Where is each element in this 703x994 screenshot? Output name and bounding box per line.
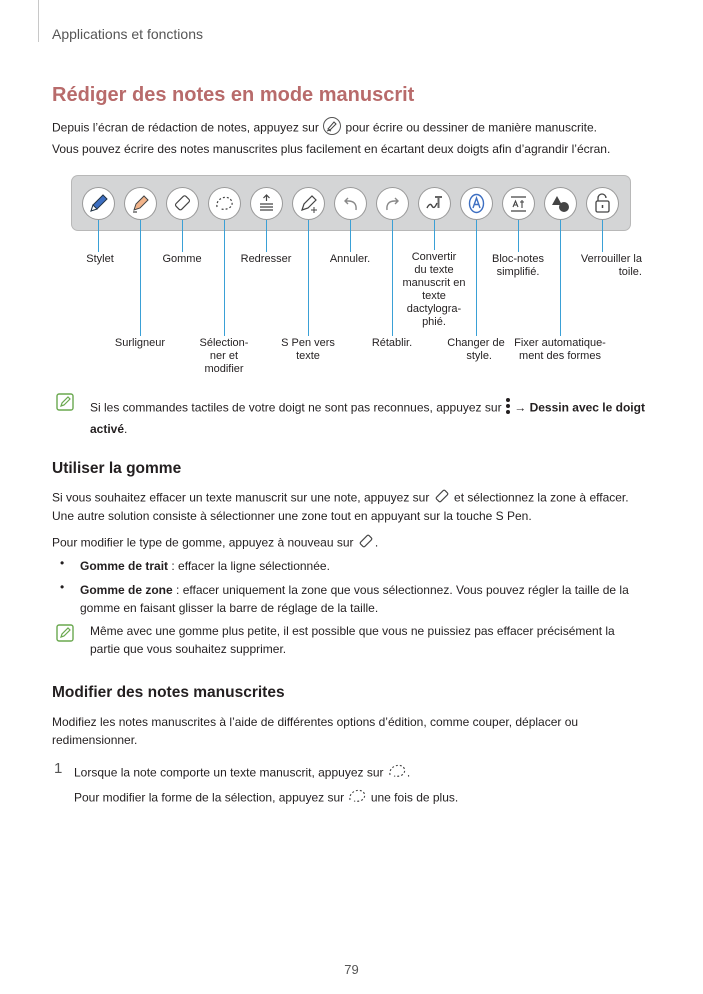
- label-surligneur: Surligneur: [114, 337, 166, 349]
- step-1-text: Lorsque la note comporte un texte manuscrit, appuyez sur .: [74, 762, 410, 785]
- eraser-heading: Utiliser la gomme: [52, 460, 182, 477]
- label-annuler: Annuler.: [329, 253, 371, 265]
- eraser-p1-line2: Une autre solution consiste à sélectionner une zone tout en appuyant sur la touche S Pen.: [52, 509, 532, 523]
- label-changer-style: Changer de style.: [447, 337, 505, 362]
- bullet-marker: •: [60, 580, 65, 594]
- lasso-select-icon: [387, 762, 407, 785]
- section-header: Applications et fonctions: [52, 26, 203, 42]
- intro-line-2: Vous pouvez écrire des notes manuscrites plus facilement en écartant deux doigts afin d’agrandir l’écran.: [52, 142, 611, 156]
- leader-line: [392, 220, 393, 336]
- intro-line-1: Depuis l’écran de rédaction de notes, appuyez sur pour écrire ou dessiner de manière manuscrite.: [52, 116, 597, 141]
- change-style-icon: [461, 188, 492, 219]
- note-icon: [56, 393, 74, 411]
- lasso-select-icon: [347, 787, 367, 810]
- auto-shape-icon: [545, 188, 576, 219]
- straighten-icon: [251, 188, 282, 219]
- label-gomme: Gomme: [162, 253, 202, 265]
- margin-rule: [38, 0, 39, 42]
- leader-line: [98, 220, 99, 252]
- label-selection: Sélection- ner et modifier: [199, 337, 249, 375]
- eraser-icon: [167, 188, 198, 219]
- label-stylet: Stylet: [86, 253, 114, 265]
- page-number: 79: [344, 962, 359, 977]
- leader-line: [434, 220, 435, 250]
- note-icon: [56, 624, 74, 642]
- page-title: Rédiger des notes en mode manuscrit: [52, 84, 415, 106]
- leader-line: [350, 220, 351, 252]
- eraser-p2: Pour modifier le type de gomme, appuyez à nouveau sur .: [52, 532, 378, 555]
- label-convertir: Convertir du texte manuscrit en texte dactylogra- phié.: [402, 251, 466, 328]
- leader-line: [182, 220, 183, 252]
- convert-to-text-icon: [419, 188, 450, 219]
- step-1-followup: Pour modifier la forme de la sélection, appuyez sur une fois de plus.: [74, 787, 458, 810]
- eraser-p1: Si vous souhaitez effacer un texte manuscrit sur une note, appuyez sur et sélectionnez la zone à effacer.: [52, 487, 629, 510]
- leader-line: [518, 220, 519, 252]
- label-fixer: Fixer automatique- ment des formes: [514, 337, 606, 362]
- handwriting-mode-icon: [322, 116, 342, 141]
- pen-icon: [83, 188, 114, 219]
- leader-line: [560, 220, 561, 336]
- label-spen: S Pen vers texte: [281, 337, 335, 362]
- bullet-gomme-trait: Gomme de trait : effacer la ligne sélectionnée.: [80, 559, 330, 573]
- label-retablir: Rétablir.: [371, 337, 413, 349]
- highlighter-icon: [125, 188, 156, 219]
- note-eraser-precision: Même avec une gomme plus petite, il est possible que vous ne puissiez pas effacer précisément la partie que vous souhaitez supprimer.: [90, 624, 615, 656]
- lock-canvas-icon: [587, 188, 618, 219]
- eraser-icon: [357, 532, 375, 555]
- leader-line: [266, 220, 267, 252]
- bullet-marker: •: [60, 556, 65, 570]
- step-number: 1: [54, 760, 63, 777]
- label-redresser: Redresser: [240, 253, 292, 265]
- more-options-icon: [505, 397, 511, 420]
- modify-p1: Modifiez les notes manuscrites à l’aide de différentes options d’édition, comme couper, déplacer ou redimensionner.: [52, 715, 579, 747]
- simple-notepad-icon: [503, 188, 534, 219]
- label-bloc-notes: Bloc-notes simplifié.: [492, 253, 544, 278]
- modify-heading: Modifier des notes manuscrites: [52, 684, 285, 701]
- leader-line: [140, 220, 141, 336]
- note-finger-drawing: Si les commandes tactiles de votre doigt ne sont pas reconnues, appuyez sur → Dessin avec le doigt activé.: [90, 397, 660, 438]
- spen-to-text-icon: [293, 188, 324, 219]
- undo-icon: [335, 188, 366, 219]
- leader-line: [308, 220, 309, 336]
- label-verrouiller: Verrouiller la toile.: [580, 253, 642, 278]
- leader-line: [476, 220, 477, 336]
- bullet-gomme-zone: Gomme de zone : effacer uniquement la zone que vous sélectionnez. Vous pouvez régler la taille de la gomme en faisant glisser la barre de réglage de la taille.: [80, 583, 629, 615]
- leader-line: [224, 220, 225, 336]
- leader-line: [602, 220, 603, 252]
- lasso-select-icon: [209, 188, 240, 219]
- redo-icon: [377, 188, 408, 219]
